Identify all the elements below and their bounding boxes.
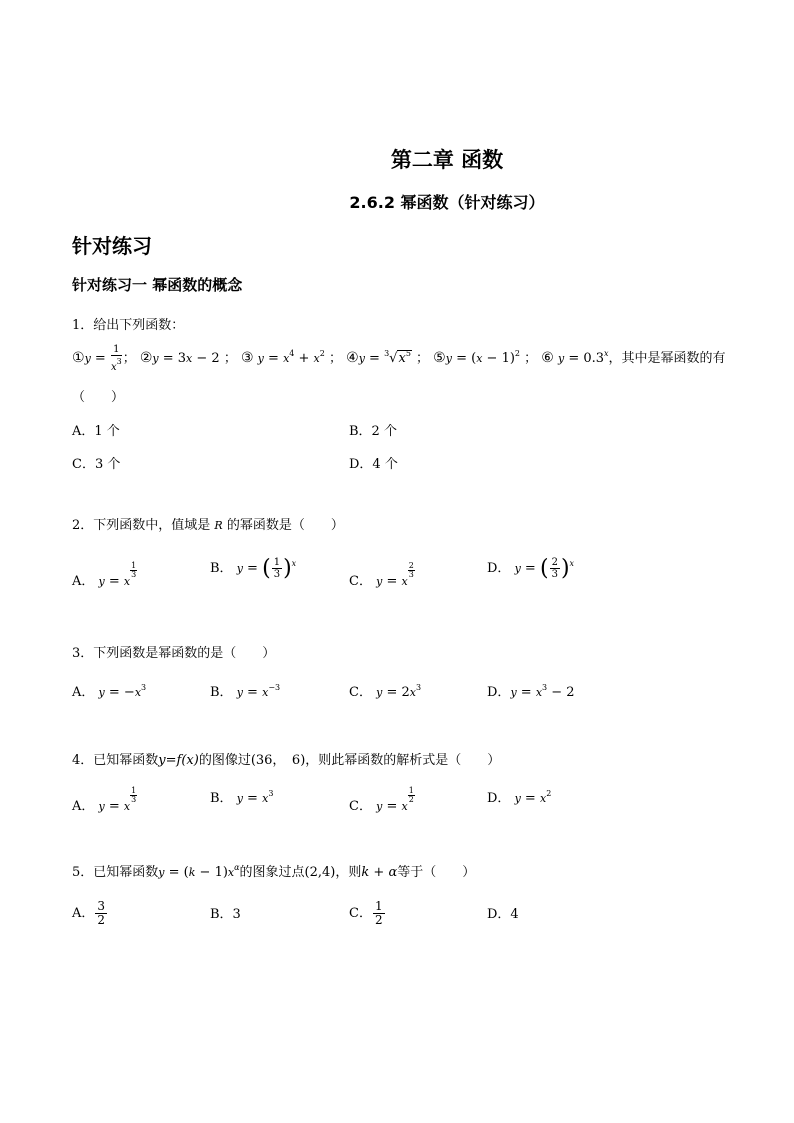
question-1-option-a[interactable]: A．1 个 <box>72 424 120 439</box>
question-4-option-c[interactable]: C． y = x $\frac{1}{2}$ <box>349 786 414 814</box>
subsection-heading: 针对练习一 幂函数的概念 <box>72 276 243 294</box>
question-1-option-b[interactable]: B．2 个 <box>349 424 397 439</box>
question-5-option-d[interactable]: D．4 <box>487 907 519 922</box>
question-1-paren: （ ） <box>72 390 125 405</box>
question-4-stem: 4．已知幂函数y=f(x)的图像过(36， 6)，则此幂函数的解析式是（ ） <box>72 753 501 768</box>
question-3-stem: 3．下列函数是幂函数的是（ ） <box>72 646 276 661</box>
question-4-option-a[interactable]: A． y = x $\frac{1}{3}$ <box>72 786 137 814</box>
question-2-option-c[interactable]: C． y = x $\frac{2}{3}$ <box>349 561 414 589</box>
question-1-stem: 1．给出下列函数： <box>72 318 185 333</box>
question-1-function-list: ①y = $\frac{1}{x^3}$ ； ②y = 3x − 2 ； ③ $y = x^4 + x^2$ ； ④y = $^3√x^5$ ； ⑤y = $(x - 1)^2$ ； ⑥ $y = 0.3^x$，其中是幂函数的有 <box>72 344 726 373</box>
question-5-option-b[interactable]: B．3 <box>210 907 241 922</box>
question-2-option-b[interactable]: B． y = ( $\frac{1}{3}$ )$^x$ <box>210 556 297 581</box>
question-3-option-b[interactable]: B． $y = x^{-3}$ <box>210 683 281 700</box>
question-2-option-d[interactable]: D． y = ( $\frac{2}{3}$ )$^x$ <box>487 556 575 581</box>
question-3-option-c[interactable]: C． $y = 2x^3$ <box>349 683 422 700</box>
question-5-option-a[interactable]: A． $\frac{3}{2}$ <box>72 899 106 927</box>
question-3-option-d[interactable]: D．$y = x^3 - 2$ <box>487 683 575 700</box>
question-1-option-d[interactable]: D．4 个 <box>349 457 398 472</box>
question-2-option-a[interactable]: A． y = x $\frac{1}{3}$ <box>72 561 137 589</box>
question-4-option-b[interactable]: B． $y = x^3$ <box>210 789 274 806</box>
section-heading: 针对练习 <box>72 234 152 258</box>
question-5-option-c[interactable]: C． $\frac{1}{2}$ <box>349 899 383 927</box>
question-5-stem: 5．已知幂函数$y = (k - 1)x^\alpha$的图象过点(2,4)，则k + α等于（ ） <box>72 863 476 880</box>
chapter-title: 第二章 函数 <box>390 148 504 172</box>
lesson-subtitle: 2.6.2 幂函数（针对练习） <box>349 193 545 212</box>
question-1-list-tail: ，其中是幂函数的有 <box>608 351 726 366</box>
question-2-stem: 2．下列函数中，值域是 R 的幂函数是（ ） <box>72 518 344 533</box>
question-1-option-c[interactable]: C．3 个 <box>72 457 121 472</box>
question-3-option-a[interactable]: A． $y = -x^3$ <box>72 683 147 700</box>
question-4-option-d[interactable]: D． $y = x^2$ <box>487 789 552 806</box>
